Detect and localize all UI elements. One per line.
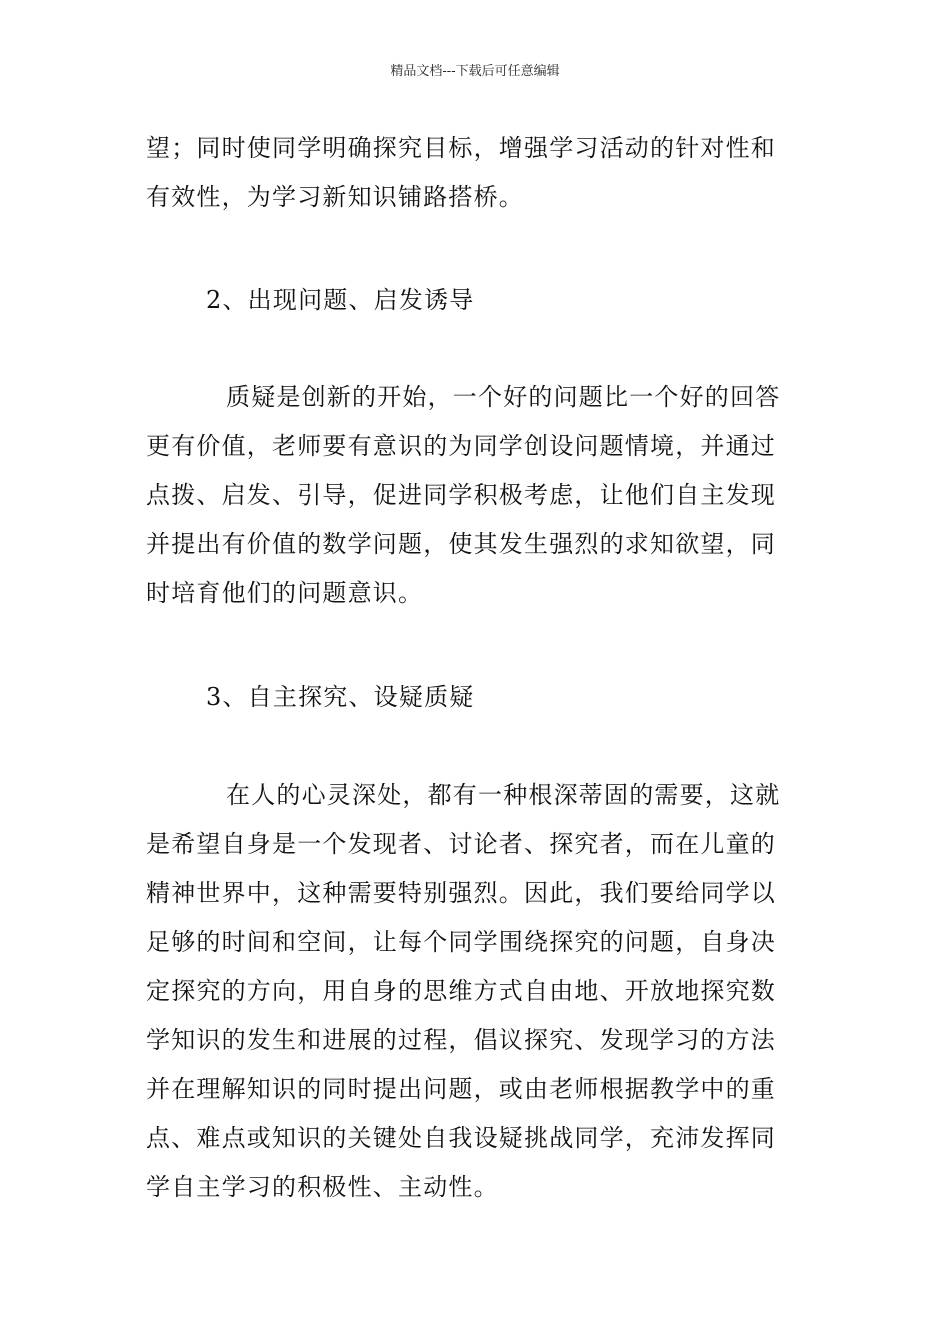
paragraph-line: 望；同时使同学明确探究目标，增强学习活动的针对性和 (146, 134, 776, 162)
paragraph-line: 并提出有价值的数学问题，使其发生强烈的求知欲望，同 (146, 530, 776, 558)
paragraph-3 (146, 771, 810, 1212)
paragraph-line: 时培育他们的问题意识。 (146, 579, 424, 607)
page-header: 精品文档---下载后可任意编辑 (390, 64, 560, 79)
paragraph-line: 在人的心灵深处，都有一种根深蒂固的需要，这就 (226, 781, 781, 809)
paragraph-line: 并在理解知识的同时提出问题，或由老师根据教学中的重 (146, 1075, 776, 1103)
paragraph-line: 学自主学习的积极性、主动性。 (146, 1173, 499, 1201)
paragraph-1 (146, 124, 810, 222)
section-heading-3: 3、自主探究、设疑质疑 (206, 683, 475, 711)
paragraph-line: 学知识的发生和进展的过程，倡议探究、发现学习的方法 (146, 1026, 776, 1054)
paragraph-line: 足够的时间和空间，让每个同学围绕探究的问题，自身决 (146, 928, 776, 956)
paragraph-line: 更有价值，老师要有意识的为同学创设问题情境，并通过 (146, 432, 776, 460)
paragraph-line: 精神世界中，这种需要特别强烈。因此，我们要给同学以 (146, 879, 776, 907)
paragraph-2 (146, 373, 810, 618)
paragraph-line: 是希望自身是一个发现者、讨论者、探究者，而在儿童的 (146, 830, 776, 858)
section-heading-2: 2、出现问题、启发诱导 (206, 286, 475, 314)
paragraph-line: 定探究的方向，用自身的思维方式自由地、开放地探究数 (146, 977, 776, 1005)
paragraph-line: 有效性，为学习新知识铺路搭桥。 (146, 183, 524, 211)
paragraph-line: 质疑是创新的开始，一个好的问题比一个好的回答 (226, 383, 781, 411)
paragraph-line: 点、难点或知识的关键处自我设疑挑战同学，充沛发挥同 (146, 1124, 776, 1152)
paragraph-line: 点拨、启发、引导，促进同学积极考虑，让他们自主发现 (146, 481, 776, 509)
